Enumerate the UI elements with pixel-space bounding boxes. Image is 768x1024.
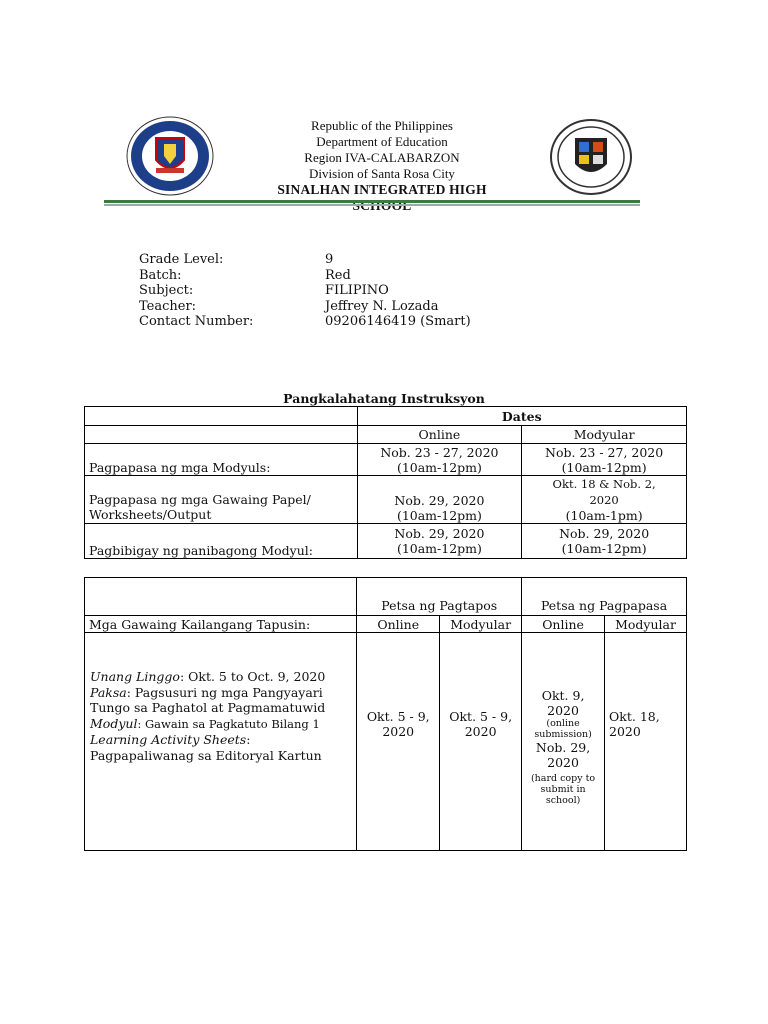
date-cell: Nob. 29, 2020 (10am-12pm) [357, 524, 522, 559]
end-online-cell: Okt. 5 - 9, 2020 [357, 633, 440, 851]
deped-seal-logo [126, 116, 214, 196]
info-label: Contact Number: [139, 314, 254, 329]
col-online: Online [357, 426, 522, 444]
info-value: 9 [325, 252, 334, 267]
empty-cell [85, 426, 358, 444]
task-cell: Pagbibigay ng panibagong Modyul: [85, 524, 358, 559]
header-line: Division of Santa Rosa City [309, 166, 455, 181]
info-row [139, 299, 471, 315]
end-modular-cell: Okt. 5 - 9, 2020 [440, 633, 522, 851]
submit-modular-cell: Okt. 18, 2020 [605, 633, 687, 851]
empty-cell [85, 407, 358, 426]
task-cell: Pagpapasa ng mga Gawaing Papel/ Worksheets/Output [85, 476, 358, 524]
school-seal-logo [550, 118, 632, 196]
col-modular: Modyular [605, 616, 687, 633]
col-online: Online [357, 616, 440, 633]
info-label: Teacher: [139, 298, 197, 314]
header-divider [104, 200, 640, 203]
table-row [85, 476, 687, 524]
info-value: Red [325, 267, 351, 283]
col-modular: Modyular [440, 616, 522, 633]
general-instructions-table [84, 406, 687, 559]
info-label: Subject: [139, 283, 194, 298]
header-line: Region IVA-CALABARZON [304, 150, 460, 165]
header-divider-shadow [104, 204, 640, 206]
info-value: Jeffrey N. Lozada [325, 298, 439, 314]
info-label: Grade Level: [139, 252, 224, 267]
date-cell: Okt. 18 & Nob. 2, 2020 (10am-1pm) [522, 476, 687, 524]
info-row [139, 283, 471, 299]
info-value: 09206146419 (Smart) [325, 314, 471, 329]
info-block [139, 252, 471, 330]
date-cell: Nob. 23 - 27, 2020 (10am-12pm) [357, 444, 522, 476]
info-label: Batch: [139, 267, 182, 283]
date-cell: Nob. 29, 2020 (10am-12pm) [357, 476, 522, 524]
date-cell: Nob. 29, 2020 (10am-12pm) [522, 524, 687, 559]
activity-description: Unang Linggo: Okt. 5 to Oct. 9, 2020 Paksa: Pagsusuri ng mga Pangyayari Tungo sa Paghatol at Pagmamatuwid Modyul: Gawain sa Pagkatuto Bilang 1 Learning Activity Sheets: Pagpapaliwanag sa Editoryal Kartun [85, 633, 357, 851]
info-row [139, 268, 471, 284]
header-line: Republic of the Philippines [311, 118, 453, 133]
general-instructions-title: Pangkalahatang Instruksyon [283, 391, 485, 406]
submit-online-cell: Okt. 9, 2020 (online submission) Nob. 29, 2020 (hard copy to submit in school) [522, 633, 605, 851]
empty-cell [85, 578, 357, 616]
school-name: SINALHAN INTEGRATED HIGH [277, 182, 487, 197]
activities-table [84, 577, 687, 851]
col-modular: Modyular [522, 426, 687, 444]
task-header: Mga Gawaing Kailangang Tapusin: [85, 616, 357, 633]
end-date-header: Petsa ng Pagtapos [357, 578, 522, 616]
header-line: Department of Education [316, 134, 448, 149]
table-row [85, 444, 687, 476]
submit-date-header: Petsa ng Pagpapasa [522, 578, 687, 616]
task-cell: Pagpapasa ng mga Modyuls: [85, 444, 358, 476]
info-row [139, 252, 471, 268]
info-value: FILIPINO [325, 283, 389, 298]
col-online: Online [522, 616, 605, 633]
table-row [85, 524, 687, 559]
date-cell: Nob. 23 - 27, 2020 (10am-12pm) [522, 444, 687, 476]
dates-header: Dates [357, 407, 686, 426]
info-row [139, 314, 471, 330]
table-row [85, 633, 687, 851]
